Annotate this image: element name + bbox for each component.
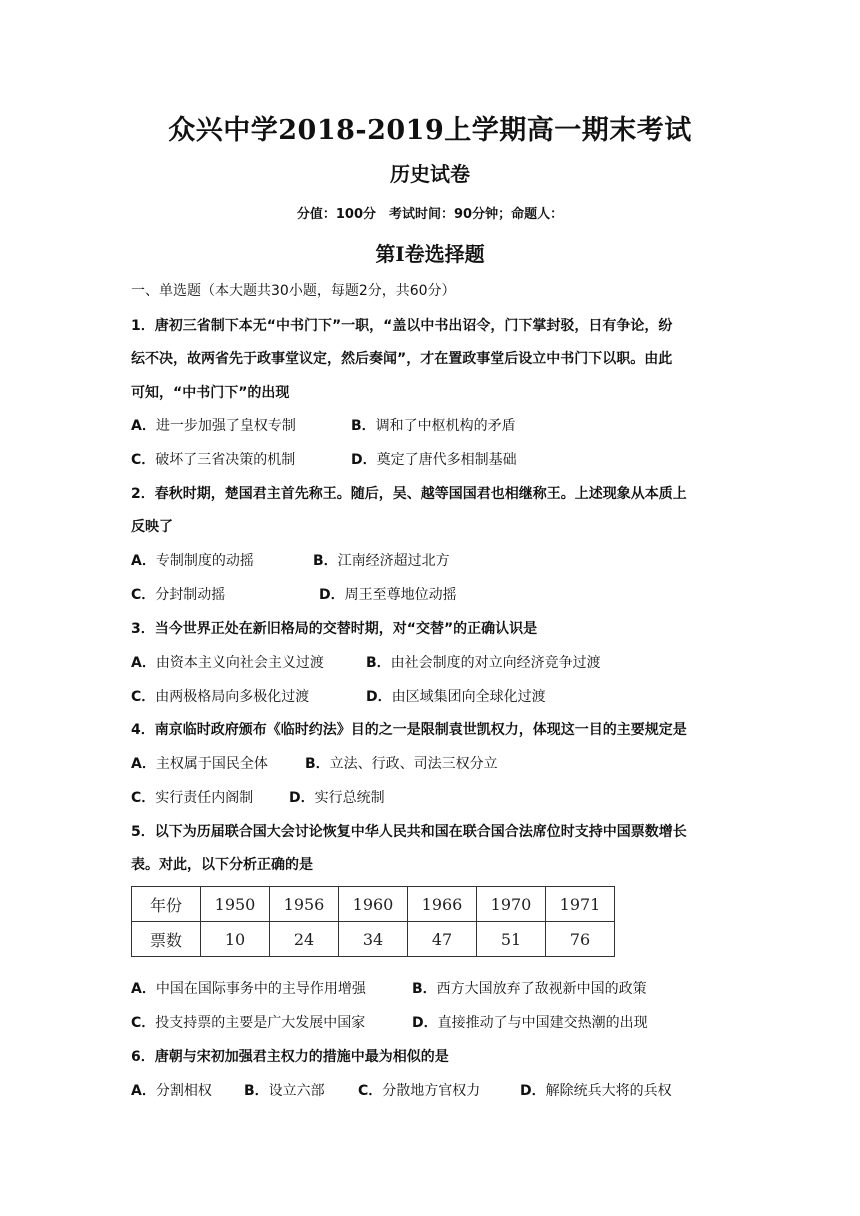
option-label: B． <box>351 418 376 434</box>
vote-table <box>131 886 615 957</box>
option-label: C． <box>131 689 156 705</box>
part-intro: 一、单选题（本大题共30小题，每题2分，共60分） <box>131 283 456 299</box>
question-4-option-d[interactable] <box>289 788 729 808</box>
option-label: A． <box>131 418 156 434</box>
question-5-option-d[interactable] <box>412 1013 752 1033</box>
year-cell: 1971 <box>546 887 615 922</box>
question-6-line-1: 6．唐朝与宋初加强君主权力的措施中最为相似的是 <box>131 1049 449 1065</box>
row-label-year: 年份 <box>132 887 201 922</box>
question-1-option-d[interactable] <box>351 450 741 470</box>
option-text: 立法、行政、司法三权分立 <box>329 756 498 772</box>
option-text: 实行责任内阁制 <box>155 790 254 806</box>
option-text: 由社会制度的对立向经济竞争过渡 <box>390 655 601 671</box>
option-text: 西方大国放弃了敌视新中国的政策 <box>436 981 647 997</box>
option-text: 进一步加强了皇权专制 <box>155 418 296 434</box>
vote-table-vote-row <box>132 922 615 957</box>
option-label: B． <box>244 1083 269 1099</box>
option-text: 投支持票的主要是广大发展中国家 <box>155 1015 366 1031</box>
vote-cell: 34 <box>339 922 408 957</box>
option-label: A． <box>131 981 156 997</box>
option-label: C． <box>131 452 156 468</box>
question-3-option-b[interactable] <box>366 653 746 673</box>
exam-title: 众兴中学2018-2019上学期高一期末考试 <box>168 115 692 146</box>
vote-cell: 24 <box>270 922 339 957</box>
question-1-line-3: 可知，“中书门下”的出现 <box>131 385 290 401</box>
option-text: 破坏了三省决策的机制 <box>155 452 296 468</box>
option-text: 由资本主义向社会主义过渡 <box>155 655 324 671</box>
option-label: B． <box>366 655 391 671</box>
question-6-option-c[interactable] <box>358 1081 518 1101</box>
option-label: B． <box>305 756 330 772</box>
question-6-option-b[interactable] <box>244 1081 354 1101</box>
vote-cell: 51 <box>477 922 546 957</box>
option-text: 由区域集团向全球化过渡 <box>391 689 546 705</box>
question-6-option-d[interactable] <box>520 1081 740 1101</box>
option-text: 调和了中枢机构的矛盾 <box>375 418 516 434</box>
option-label: A． <box>131 655 156 671</box>
option-text: 江南经济超过北方 <box>337 553 450 569</box>
vote-cell: 10 <box>201 922 270 957</box>
exam-subject: 历史试卷 <box>390 162 470 186</box>
option-label: A． <box>131 1083 156 1099</box>
question-5-option-b[interactable] <box>412 979 752 999</box>
option-text: 由两极格局向多极化过渡 <box>155 689 310 705</box>
option-text: 主权属于国民全体 <box>155 756 268 772</box>
option-text: 分封制动摇 <box>155 587 226 603</box>
question-1-line-2: 纭不决，故两省先于政事堂议定，然后奏闻”，才在置政事堂后设立中书门下以职。由此 <box>131 351 673 367</box>
option-label: D． <box>289 790 315 806</box>
question-1-line-1: 1．唐初三省制下本无“中书门下”一职，“盖以中书出诏令，门下掌封驳，日有争论，纷 <box>131 318 673 334</box>
option-label: B． <box>412 981 437 997</box>
question-5-line-1: 5．以下为历届联合国大会讨论恢复中华人民共和国在联合国合法席位时支持中国票数增长 <box>131 824 687 840</box>
vote-cell: 47 <box>408 922 477 957</box>
vote-cell: 76 <box>546 922 615 957</box>
question-5-line-2: 表。对此，以下分析正确的是 <box>131 857 313 873</box>
option-label: C． <box>358 1083 383 1099</box>
option-label: D． <box>319 587 345 603</box>
option-text: 直接推动了与中国建交热潮的出现 <box>437 1015 648 1031</box>
option-label: C． <box>131 790 156 806</box>
section-heading: 第Ⅰ卷选择题 <box>375 242 485 266</box>
question-2-line-1: 2．春秋时期，楚国君主首先称王。随后，吴、越等国国君也相继称王。上述现象从本质上 <box>131 486 687 502</box>
option-label: B． <box>313 553 338 569</box>
question-2-option-b[interactable] <box>313 551 733 571</box>
question-3-option-d[interactable] <box>366 687 746 707</box>
option-label: D． <box>412 1015 438 1031</box>
year-cell: 1970 <box>477 887 546 922</box>
option-label: A． <box>131 756 156 772</box>
option-text: 实行总统制 <box>314 790 385 806</box>
option-text: 专制制度的动摇 <box>155 553 254 569</box>
question-1-option-b[interactable] <box>351 416 741 436</box>
option-text: 分散地方官权力 <box>382 1083 481 1099</box>
year-cell: 1960 <box>339 887 408 922</box>
option-label: C． <box>131 1015 156 1031</box>
year-cell: 1966 <box>408 887 477 922</box>
option-text: 解除统兵大将的兵权 <box>545 1083 672 1099</box>
question-4-line-1: 4．南京临时政府颁布《临时约法》目的之一是限制袁世凯权力，体现这一目的主要规定是 <box>131 722 687 738</box>
exam-meta: 分值：100分 考试时间：90分钟；命题人： <box>296 207 564 222</box>
option-label: D． <box>351 452 377 468</box>
option-text: 设立六部 <box>268 1083 325 1099</box>
option-label: D． <box>520 1083 546 1099</box>
row-label-votes: 票数 <box>132 922 201 957</box>
option-text: 分割相权 <box>155 1083 212 1099</box>
question-2-option-d[interactable] <box>319 585 739 605</box>
option-text: 奠定了唐代多相制基础 <box>376 452 517 468</box>
vote-table-year-row <box>132 887 615 922</box>
option-text: 周王至尊地位动摇 <box>344 587 457 603</box>
option-label: A． <box>131 553 156 569</box>
question-2-line-2: 反映了 <box>131 519 173 535</box>
year-cell: 1956 <box>270 887 339 922</box>
question-3-line-1: 3．当今世界正处在新旧格局的交替时期，对“交替”的正确认识是 <box>131 621 538 637</box>
option-label: D． <box>366 689 392 705</box>
year-cell: 1950 <box>201 887 270 922</box>
option-text: 中国在国际事务中的主导作用增强 <box>155 981 366 997</box>
option-label: C． <box>131 587 156 603</box>
question-4-option-b[interactable] <box>305 754 735 774</box>
